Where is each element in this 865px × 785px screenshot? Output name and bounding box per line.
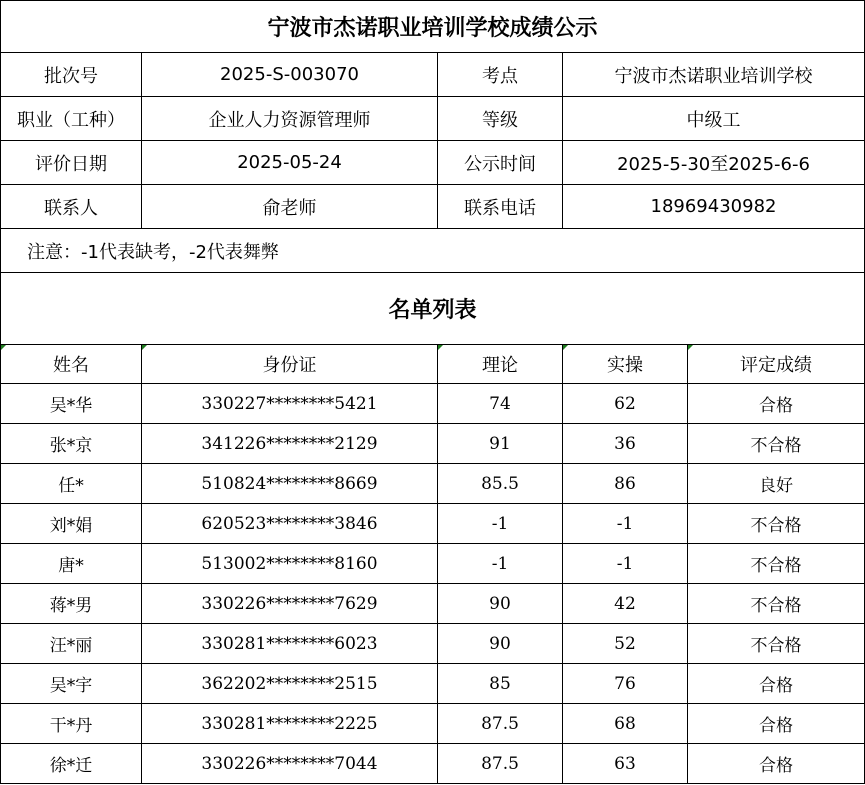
info-row-occupation: [1, 97, 865, 141]
cell-id: 513002********8160: [142, 544, 438, 584]
table-row: [1, 424, 865, 464]
cell-id: 330226********7044: [142, 744, 438, 784]
cell-result: 不合格: [688, 584, 865, 624]
info-label: 考点: [438, 53, 563, 97]
cell-theory: 90: [438, 584, 563, 624]
cell-theory: 90: [438, 624, 563, 664]
table-row: [1, 384, 865, 424]
table-row: [1, 504, 865, 544]
cell-practice: 86: [563, 464, 688, 504]
cell-practice: 52: [563, 624, 688, 664]
cell-theory: 85: [438, 664, 563, 704]
info-row-contact: [1, 185, 865, 229]
table-row: [1, 744, 865, 784]
cell-result: 合格: [688, 704, 865, 744]
column-header-id: 身份证: [142, 345, 438, 384]
cell-name: 徐*迁: [1, 744, 142, 784]
note-row: [1, 229, 865, 273]
list-title-row: [1, 273, 865, 345]
info-value: 2025-05-24: [142, 141, 438, 185]
cell-id: 330281********2225: [142, 704, 438, 744]
cell-name: 干*丹: [1, 704, 142, 744]
cell-practice: -1: [563, 544, 688, 584]
cell-practice: 62: [563, 384, 688, 424]
cell-practice: 42: [563, 584, 688, 624]
info-value: 中级工: [563, 97, 865, 141]
info-value: 2025-5-30至2025-6-6: [563, 141, 865, 185]
info-value: 俞老师: [142, 185, 438, 229]
cell-result: 合格: [688, 384, 865, 424]
cell-id: 330281********6023: [142, 624, 438, 664]
cell-name: 吴*华: [1, 384, 142, 424]
cell-name: 唐*: [1, 544, 142, 584]
info-label: 职业（工种）: [1, 97, 142, 141]
info-row-batch: [1, 53, 865, 97]
cell-practice: 36: [563, 424, 688, 464]
cell-name: 吴*宇: [1, 664, 142, 704]
page-title: 宁波市杰诺职业培训学校成绩公示: [1, 1, 865, 53]
cell-name: 刘*娟: [1, 504, 142, 544]
column-header-practice: 实操: [563, 345, 688, 384]
cell-id: 620523********3846: [142, 504, 438, 544]
cell-result: 不合格: [688, 624, 865, 664]
info-row-date: [1, 141, 865, 185]
cell-id: 510824********8669: [142, 464, 438, 504]
table-row: [1, 464, 865, 504]
cell-name: 任*: [1, 464, 142, 504]
cell-practice: 63: [563, 744, 688, 784]
info-label: 公示时间: [438, 141, 563, 185]
table-row: [1, 664, 865, 704]
cell-theory: 74: [438, 384, 563, 424]
cell-result: 不合格: [688, 504, 865, 544]
info-label: 等级: [438, 97, 563, 141]
cell-theory: 87.5: [438, 704, 563, 744]
info-label: 联系人: [1, 185, 142, 229]
table-row: [1, 584, 865, 624]
info-label: 评价日期: [1, 141, 142, 185]
info-label: 批次号: [1, 53, 142, 97]
cell-result: 合格: [688, 744, 865, 784]
cell-name: 汪*丽: [1, 624, 142, 664]
cell-result: 良好: [688, 464, 865, 504]
cell-name: 蒋*男: [1, 584, 142, 624]
cell-result: 不合格: [688, 424, 865, 464]
note-text: 注意：-1代表缺考，-2代表舞弊: [1, 229, 865, 273]
info-value: 企业人力资源管理师: [142, 97, 438, 141]
cell-result: 合格: [688, 664, 865, 704]
cell-id: 330227********5421: [142, 384, 438, 424]
cell-id: 362202********2515: [142, 664, 438, 704]
cell-result: 不合格: [688, 544, 865, 584]
column-header-theory: 理论: [438, 345, 563, 384]
table-row: [1, 544, 865, 584]
info-label: 联系电话: [438, 185, 563, 229]
table-row: [1, 704, 865, 744]
cell-theory: 87.5: [438, 744, 563, 784]
column-header-row: [1, 345, 865, 384]
title-row: [1, 1, 865, 53]
info-value: 2025-S-003070: [142, 53, 438, 97]
cell-theory: 85.5: [438, 464, 563, 504]
cell-id: 330226********7629: [142, 584, 438, 624]
cell-practice: -1: [563, 504, 688, 544]
cell-theory: 91: [438, 424, 563, 464]
cell-theory: -1: [438, 544, 563, 584]
list-title: 名单列表: [1, 273, 865, 345]
info-value: 18969430982: [563, 185, 865, 229]
info-value: 宁波市杰诺职业培训学校: [563, 53, 865, 97]
cell-practice: 76: [563, 664, 688, 704]
table-row: [1, 624, 865, 664]
cell-id: 341226********2129: [142, 424, 438, 464]
cell-theory: -1: [438, 504, 563, 544]
cell-name: 张*京: [1, 424, 142, 464]
cell-practice: 68: [563, 704, 688, 744]
column-header-name: 姓名: [1, 345, 142, 384]
column-header-result: 评定成绩: [688, 345, 865, 384]
